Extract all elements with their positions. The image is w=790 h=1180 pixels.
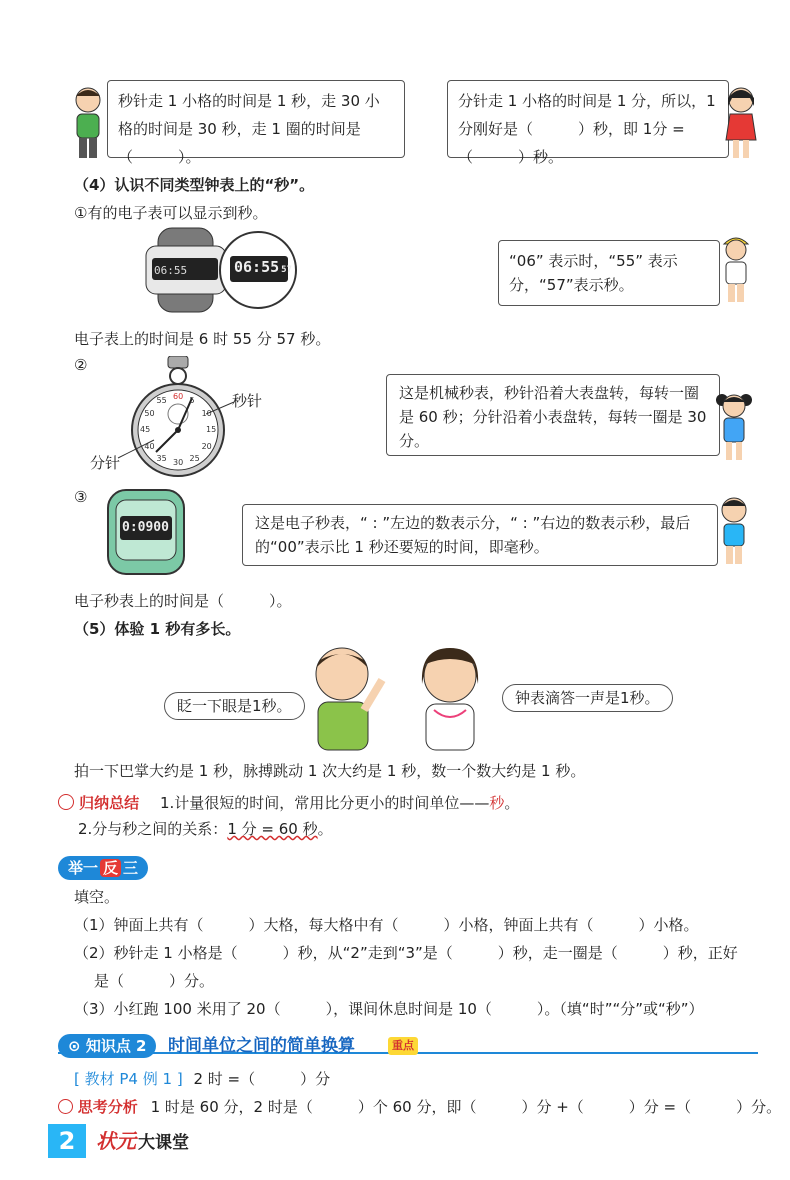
example-text: 2 时 =（ ）分 bbox=[193, 1070, 331, 1088]
bubble-text: 秒针走 1 小格的时间是 1 秒，走 30 小格的时间是 30 秒，走 1 圈的时间是（ ）。 bbox=[118, 92, 380, 166]
bubble-text: 这是电子秒表，“ : ”左边的数表示分，“ : ”右边的数表示秒，最后的“00”表示比 1 秒还要短的时间，即毫秒。 bbox=[255, 514, 691, 556]
stopwatch-number: 30 bbox=[173, 458, 184, 467]
footer-brand-a: 状元 bbox=[96, 1129, 136, 1153]
bubble-text: “06” 表示时，“55” 表示分，“57”表示秒。 bbox=[509, 252, 678, 294]
summary-line2 bbox=[78, 818, 333, 840]
bubble-digital-stopwatch-explain bbox=[242, 504, 718, 566]
knowledge2-arrow-icon: ⊙ bbox=[68, 1037, 81, 1055]
girl-illustration bbox=[722, 84, 760, 168]
footer-brand bbox=[96, 1126, 189, 1158]
stopwatch-number: 10 bbox=[201, 408, 212, 418]
example-row bbox=[74, 1068, 330, 1090]
stopwatch-number: 35 bbox=[156, 453, 167, 463]
boy-blinking-illustration bbox=[300, 640, 390, 756]
bubble-second-hand-explain bbox=[107, 80, 405, 166]
section4-caption: 电子表上的时间是 6 时 55 分 57 秒。 bbox=[74, 330, 331, 348]
knowledge2-badge: 重点 bbox=[388, 1037, 418, 1055]
summary-line1-key: 秒 bbox=[489, 794, 505, 812]
summary-block bbox=[58, 792, 139, 813]
svg-text:06:55: 06:55 bbox=[154, 264, 188, 277]
summary-line2-prefix: 2.分与秒之间的关系： bbox=[78, 820, 228, 838]
label-second-hand: 秒针 bbox=[232, 392, 263, 410]
summary-icon bbox=[58, 794, 74, 810]
bubble-text: 分针走 1 小格的时间是 1 分，所以，1 分刚好是（ ）秒，即 1分 =（ ）秒。 bbox=[458, 92, 716, 166]
section4-caption3: 电子秒表上的时间是（ ）。 bbox=[74, 592, 292, 610]
footer-brand-b: 大课堂 bbox=[138, 1133, 189, 1153]
practice-tag-a: 举一 bbox=[68, 859, 99, 877]
section4-item3: ③ bbox=[74, 488, 88, 506]
label-minute-hand: 分针 bbox=[90, 454, 121, 472]
girl-pigtails-illustration bbox=[714, 388, 754, 470]
summary-line1-prefix: 1.计量很短的时间，常用比分更小的时间单位—— bbox=[160, 794, 490, 812]
practice-q2b: 是（ ）分。 bbox=[94, 972, 215, 990]
speech-boy: 眨一下眼是1秒。 bbox=[164, 692, 305, 720]
bubble-minute-hand-explain bbox=[447, 80, 729, 166]
summary-tag: 归纳总结 bbox=[79, 794, 140, 812]
watch-zoom-display bbox=[234, 258, 292, 276]
summary-line1-suffix: 。 bbox=[504, 794, 520, 812]
knowledge2-tag bbox=[58, 1034, 156, 1058]
stopwatch-number: 25 bbox=[189, 453, 200, 463]
bubble-text: 这是机械秒表，秒针沿着大表盘转，每转一圈是 60 秒；分针沿着小表盘转，每转一圈是 30 分。 bbox=[399, 384, 707, 450]
page-number: 2 bbox=[48, 1124, 86, 1158]
practice-tag-c: 三 bbox=[123, 859, 139, 877]
practice-tag bbox=[58, 856, 148, 880]
stopwatch-number: 40 bbox=[144, 441, 155, 451]
section5-title: （5）体验 1 秒有多长。 bbox=[74, 620, 241, 638]
summary-line2-key: 1 分 = 60 秒 bbox=[227, 820, 318, 838]
watch-time-ss: 57 bbox=[281, 265, 292, 275]
section5-caption: 拍一下巴掌大约是 1 秒，脉搏跳动 1 次大约是 1 秒，数一个数大约是 1 秒。 bbox=[74, 762, 586, 780]
second-hand-pointer bbox=[206, 398, 236, 416]
think-icon bbox=[58, 1099, 73, 1114]
boy-cap-illustration bbox=[718, 232, 754, 310]
think-row bbox=[58, 1096, 781, 1118]
stopwatch-number: 20 bbox=[201, 441, 212, 451]
practice-q2a: （2）秒针走 1 小格是（ ）秒，从“2”走到“3”是（ ）秒，走一圈是（ ）秒，正好 bbox=[74, 944, 738, 962]
stopwatch-number: 45 bbox=[140, 425, 151, 434]
practice-intro: 填空。 bbox=[74, 888, 120, 906]
speech-girl: 钟表滴答一声是1秒。 bbox=[502, 684, 673, 712]
section4-title: （4）认识不同类型钟表上的“秒”。 bbox=[74, 176, 315, 194]
think-text: 1 时是 60 分，2 时是（ ）个 60 分，即（ ）分 +（ ）分 =（ ）分。 bbox=[150, 1098, 782, 1116]
example-tag: [ 教材 P4 例 1 ] bbox=[74, 1070, 183, 1088]
stopwatch-number: 5 bbox=[189, 396, 195, 406]
stopwatch-number: 55 bbox=[156, 396, 167, 406]
stopwatch-number: 15 bbox=[206, 425, 217, 434]
practice-q1: （1）钟面上共有（ ）大格，每大格中有（ ）小格，钟面上共有（ ）小格。 bbox=[74, 916, 699, 934]
practice-q3: （3）小红跑 100 米用了 20（ ），课间休息时间是 10（ ）。（填“时”“分”或“秒”） bbox=[74, 1000, 704, 1018]
knowledge2-tag-text: 知识点 2 bbox=[85, 1037, 147, 1055]
knowledge2-title: 时间单位之间的简单换算 bbox=[168, 1036, 355, 1056]
section4-item1: ①有的电子表可以显示到秒。 bbox=[74, 204, 268, 222]
think-tag: 思考分析 bbox=[77, 1098, 138, 1116]
bubble-watch-explain bbox=[498, 240, 720, 306]
stopwatch-number: 60 bbox=[173, 392, 184, 401]
digital-stopwatch-display: 0:0900 bbox=[122, 520, 169, 535]
stopwatch-number: 50 bbox=[144, 408, 155, 418]
summary-line1 bbox=[160, 792, 519, 814]
boy-illustration bbox=[68, 84, 108, 168]
watch-time-hhmm: 06:55 bbox=[234, 258, 280, 276]
summary-line2-suffix: 。 bbox=[317, 820, 333, 838]
section4-item2: ② bbox=[74, 356, 88, 374]
practice-tag-b: 反 bbox=[100, 859, 121, 877]
girl-listening-illustration bbox=[404, 640, 494, 756]
boy-laughing-illustration bbox=[716, 494, 752, 574]
minute-hand-pointer bbox=[116, 438, 156, 460]
bubble-stopwatch-explain bbox=[386, 374, 720, 456]
